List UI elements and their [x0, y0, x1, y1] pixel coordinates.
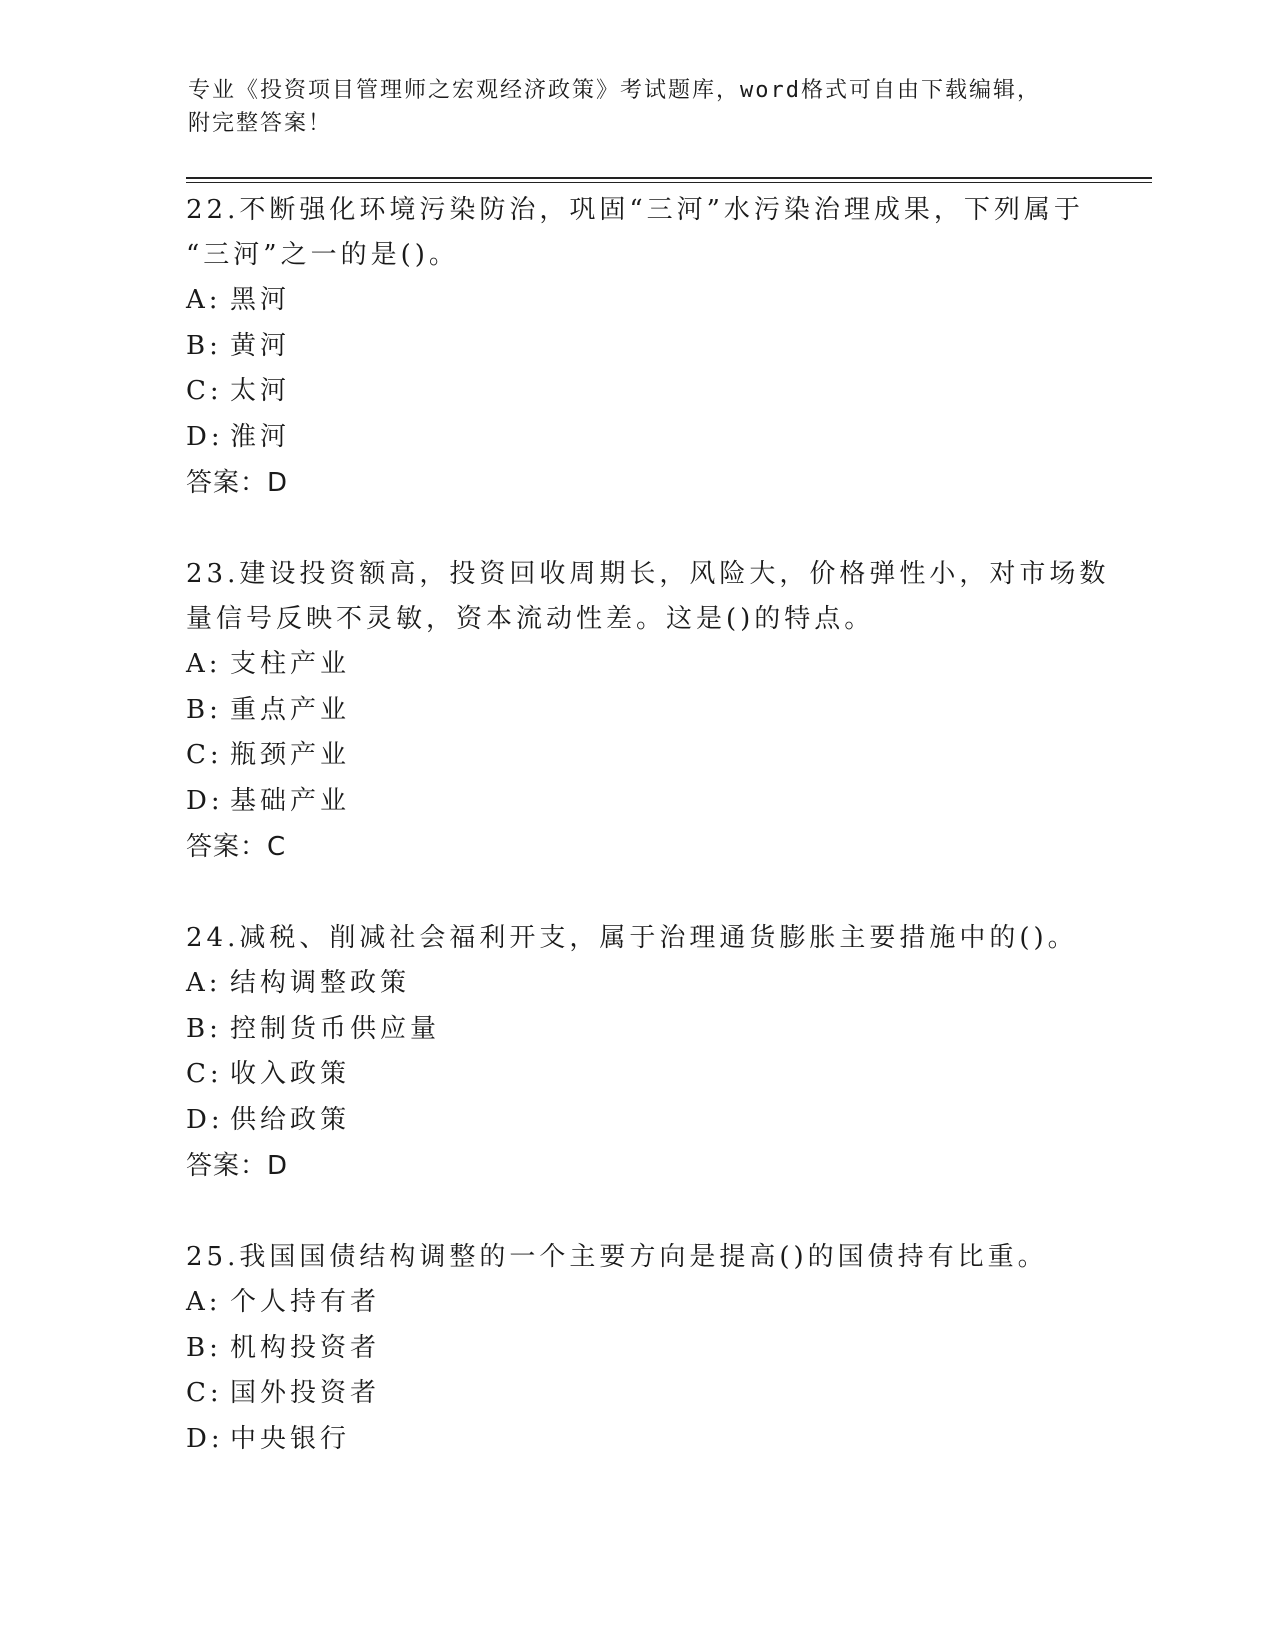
option-c [186, 733, 1086, 779]
option-letter: C: [186, 1378, 223, 1408]
option-letter: A: [186, 649, 222, 679]
option-d [186, 779, 1086, 825]
option-letter: B: [186, 1332, 222, 1363]
question-22 [186, 188, 1086, 506]
option-text: 控制货币供应量 [230, 1013, 441, 1044]
option-text: 黑河 [230, 285, 291, 315]
option-letter: C: [186, 740, 223, 770]
option-a [186, 961, 1086, 1007]
option-text: 基础产业 [230, 785, 351, 816]
option-letter: C: [186, 1059, 223, 1089]
question-stem-line: “三河”之一的是()。 [186, 240, 459, 270]
option-b [186, 1007, 1086, 1053]
option-c [186, 1371, 1086, 1417]
option-a [186, 278, 1086, 324]
option-d [186, 415, 1086, 461]
question-stem-line: 23.建设投资额高，投资回收周期长，风险大，价格弹性小，对市场数 [186, 559, 1110, 589]
option-text: 结构调整政策 [230, 968, 411, 998]
header-line-2: 附完整答案！ [188, 111, 333, 136]
option-text: 太河 [230, 376, 291, 406]
option-letter: D: [186, 421, 224, 452]
header-divider-thick [186, 177, 1152, 179]
option-b [186, 324, 1086, 370]
question-23 [186, 552, 1110, 870]
option-d [186, 1098, 1086, 1144]
option-text: 瓶颈产业 [230, 740, 351, 770]
option-b [186, 1326, 1086, 1372]
option-text: 重点产业 [230, 694, 351, 725]
question-stem-line: 22.不断强化环境污染防治，巩固“三河”水污染治理成果，下列属于 [186, 195, 1084, 225]
option-text: 黄河 [230, 330, 291, 361]
option-text: 中央银行 [230, 1423, 351, 1454]
option-c [186, 1052, 1086, 1098]
answer-line: 答案：D [186, 1151, 289, 1181]
option-a [186, 1280, 1086, 1326]
option-letter: B: [186, 1013, 222, 1044]
question-stem-line: 25.我国国债结构调整的一个主要方向是提高()的国债持有比重。 [186, 1242, 1048, 1272]
option-text: 国外投资者 [230, 1378, 381, 1408]
question-stem [186, 1235, 1086, 1280]
header-line-1: 专业《投资项目管理师之宏观经济政策》考试题库，word格式可自由下载编辑， [188, 78, 1041, 103]
option-letter: A: [186, 285, 222, 315]
option-letter: D: [186, 1104, 224, 1135]
option-text: 个人持有者 [230, 1287, 381, 1317]
question-stem [186, 188, 1086, 278]
option-b [186, 688, 1086, 734]
option-letter: B: [186, 330, 222, 361]
header-divider-thin [186, 182, 1152, 183]
option-letter: A: [186, 1287, 222, 1317]
option-letter: D: [186, 785, 224, 816]
question-24 [186, 916, 1086, 1189]
option-text: 支柱产业 [230, 649, 351, 679]
option-c [186, 369, 1086, 415]
option-d [186, 1417, 1086, 1463]
option-text: 供给政策 [230, 1104, 351, 1135]
document-header [188, 74, 1088, 140]
question-stem-line: 24.减税、削减社会福利开支，属于治理通货膨胀主要措施中的()。 [186, 923, 1078, 953]
answer-line: 答案：D [186, 468, 289, 498]
option-letter: C: [186, 376, 223, 406]
question-stem [186, 916, 1086, 961]
option-text: 收入政策 [230, 1059, 351, 1089]
question-25 [186, 1235, 1086, 1462]
option-text: 淮河 [230, 421, 291, 452]
option-a [186, 642, 1086, 688]
option-letter: A: [186, 968, 222, 998]
question-stem [186, 552, 1110, 642]
answer-line: 答案：C [186, 832, 287, 862]
option-letter: D: [186, 1423, 224, 1454]
question-stem-line: 量信号反映不灵敏，资本流动性差。这是()的特点。 [186, 604, 875, 634]
option-letter: B: [186, 694, 222, 725]
option-text: 机构投资者 [230, 1332, 381, 1363]
